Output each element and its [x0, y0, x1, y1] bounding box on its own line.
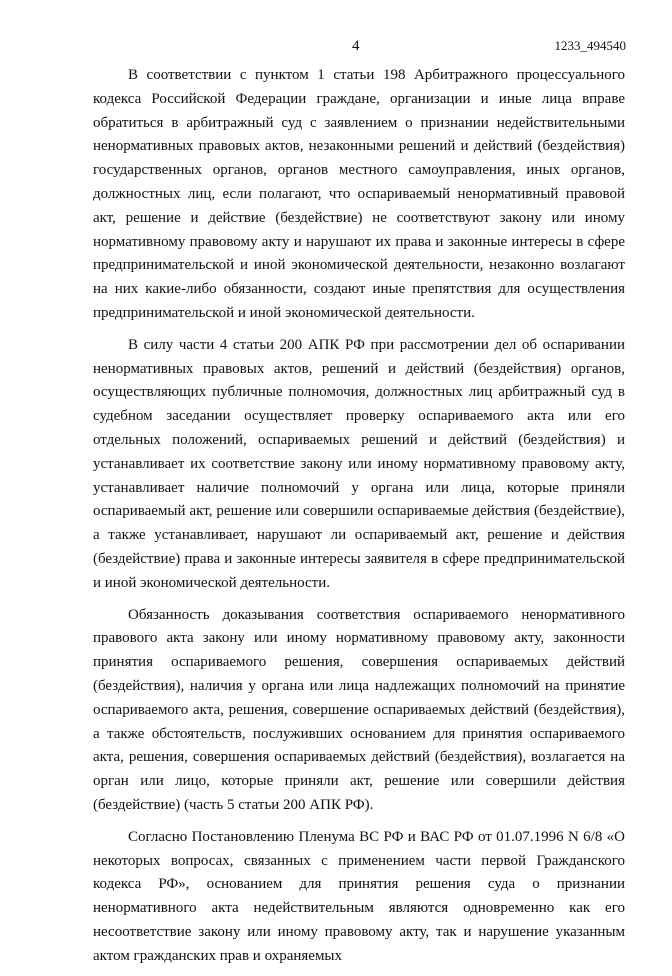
- paragraph-2: В силу части 4 статьи 200 АПК РФ при рассмотрении дел об оспаривании ненормативных правовых актов, решений и действий (бездействия) органов, осуществляющих публичные полномочия, должностных лиц арбитражный суд в судебном заседании осуществляет проверку оспариваемого акта или его отдельных положений, оспариваемых решений и действий (бездействия) и устанавливает их соответствие закону или иному нормативному правовому акту, устанавливает наличие полномочий у органа или лица, которые приняли оспариваемый акт, решение или совершили оспариваемые действия (бездействие), а также устанавливает, нарушают ли оспариваемый акт, решение и действия (бездействие) права и законные интересы заявителя в сфере предпринимательской и иной экономической деятельности.: [93, 336, 625, 591]
- paragraph-1: В соответствии с пунктом 1 статьи 198 Арбитражного процессуального кодекса Российской Федерации граждане, организации и иные лица вправе обратиться в арбитражный суд с заявлением о признании недействительными ненормативных правовых актов, незаконными решений и действий (бездействия) государственных органов, органов местного самоуправления, иных органов, должностных лиц, если полагают, что оспариваемый ненормативный правовой акт, решение и действие (бездействие) не соответствуют закону или иному нормативному правовому акту и нарушают их права и законные интересы в сфере предпринимательской и иной экономической деятельности, незаконно возлагают на них какие-либо обязанности, создают иные препятствия для осуществления предпринимательской и иной экономической деятельности.: [93, 67, 625, 321]
- document-body: [93, 64, 625, 976]
- page-number: 4: [352, 38, 360, 54]
- paragraph-3: Обязанность доказывания соответствия оспариваемого ненормативного правового акта закону или иному нормативному правовому акту, законности принятия оспариваемого решения, совершения оспариваемых действий (бездействия), наличия у органа или лица надлежащих полномочий на принятие оспариваемого акта, решения, совершение оспариваемых действий (бездействия), а также обстоятельств, послуживших основанием для принятия оспариваемого акта, решения, совершения оспариваемых действий (бездействия), возлагается на орган или лицо, которые приняли акт, решение или совершили действия (бездействие) (часть 5 статьи 200 АПК РФ).: [93, 606, 625, 813]
- document-id: 1233_494540: [554, 38, 626, 53]
- paragraph-4: Согласно Постановлению Пленума ВС РФ и ВАС РФ от 01.07.1996 N 6/8 «О некоторых вопросах, связанных с применением части первой Гражданского кодекса РФ», основанием для принятия решения суда о признании ненормативного акта недействительным являются одновременно как его несоответствие закону или иному правовому акту, так и нарушение указанным актом гражданских прав и охраняемых: [93, 828, 625, 964]
